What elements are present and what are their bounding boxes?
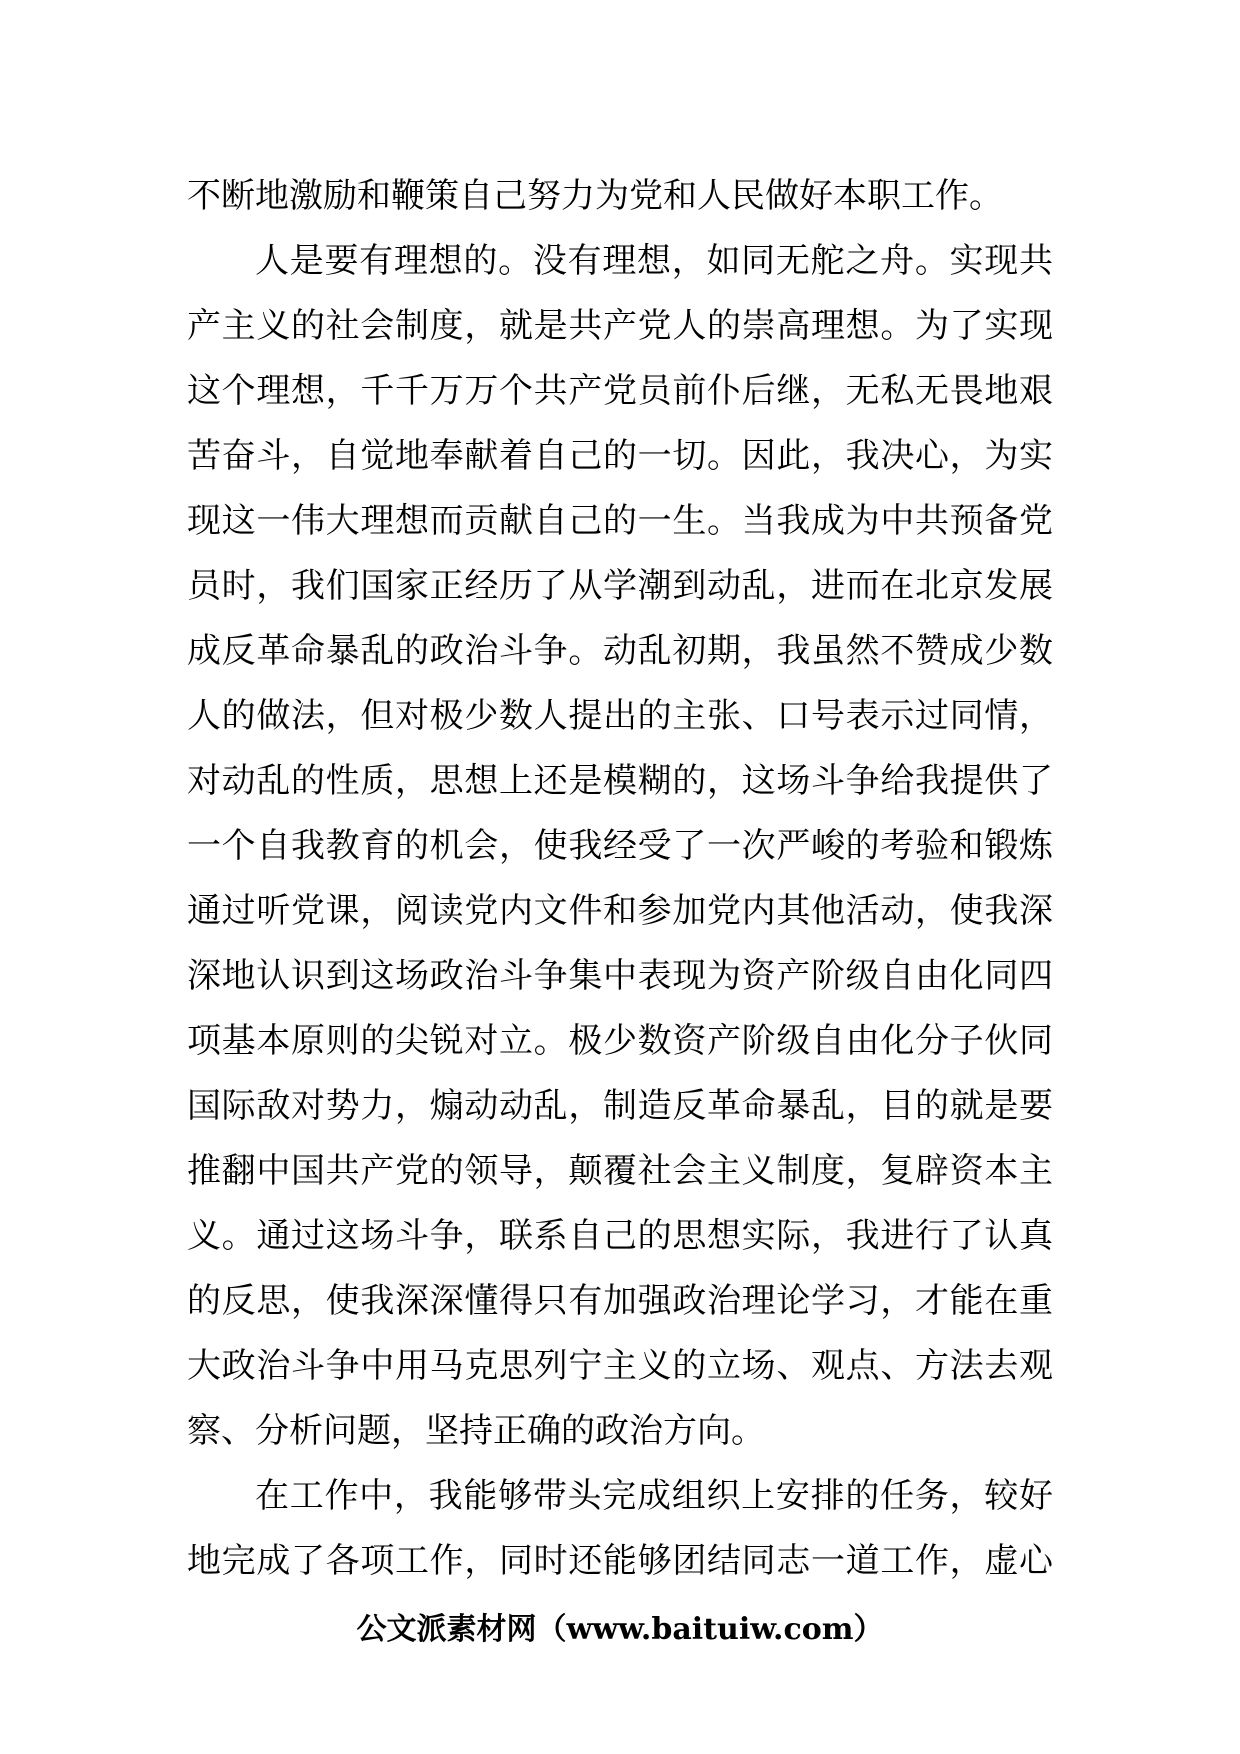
text-line: 在工作中，我能够带头完成组织上安排的任务，较好 — [255, 1476, 1053, 1516]
text-line: 大政治斗争中用马克思列宁主义的立场、观点、方法去观 — [187, 1346, 1053, 1386]
text-line: 察、分析问题，坚持正确的政治方向。 — [187, 1411, 765, 1451]
text-line: 义。通过这场斗争，联系自己的思想实际，我进行了认真 — [187, 1216, 1053, 1256]
text-line: 苦奋斗，自觉地奉献着自己的一切。因此，我决心，为实 — [187, 436, 1053, 476]
text-line: 成反革命暴乱的政治斗争。动乱初期，我虽然不赞成少数 — [187, 631, 1053, 671]
text-line: 的反思，使我深深懂得只有加强政治理论学习，才能在重 — [187, 1281, 1053, 1321]
text-line: 推翻中国共产党的领导，颠覆社会主义制度，复辟资本主 — [187, 1151, 1053, 1191]
page-footer: 公文派素材网（www.baituiw.com） — [356, 1612, 884, 1647]
text-line: 国际敌对势力，煽动动乱，制造反革命暴乱，目的就是要 — [187, 1086, 1053, 1126]
text-line: 这个理想，千千万万个共产党员前仆后继，无私无畏地艰 — [187, 371, 1053, 411]
text-line: 人是要有理想的。没有理想，如同无舵之舟。实现共 — [255, 241, 1053, 281]
text-line: 地完成了各项工作，同时还能够团结同志一道工作，虚心 — [187, 1541, 1053, 1581]
text-line: 项基本原则的尖锐对立。极少数资产阶级自由化分子伙同 — [187, 1021, 1053, 1061]
text-line: 对动乱的性质，思想上还是模糊的，这场斗争给我提供了 — [187, 761, 1053, 801]
document-body — [187, 164, 1053, 1594]
text-line: 人的做法，但对极少数人提出的主张、口号表示过同情， — [187, 696, 1053, 736]
text-line: 一个自我教育的机会，使我经受了一次严峻的考验和锻炼 — [187, 826, 1053, 866]
text-line: 不断地激励和鞭策自己努力为党和人民做好本职工作。 — [187, 176, 1003, 216]
text-line: 深地认识到这场政治斗争集中表现为资产阶级自由化同四 — [187, 956, 1053, 996]
text-line: 现这一伟大理想而贡献自己的一生。当我成为中共预备党 — [187, 501, 1053, 541]
text-line: 通过听党课，阅读党内文件和参加党内其他活动，使我深 — [187, 891, 1053, 931]
text-line: 产主义的社会制度，就是共产党人的崇高理想。为了实现 — [187, 306, 1053, 346]
text-line: 员时，我们国家正经历了从学潮到动乱，进而在北京发展 — [187, 566, 1053, 606]
